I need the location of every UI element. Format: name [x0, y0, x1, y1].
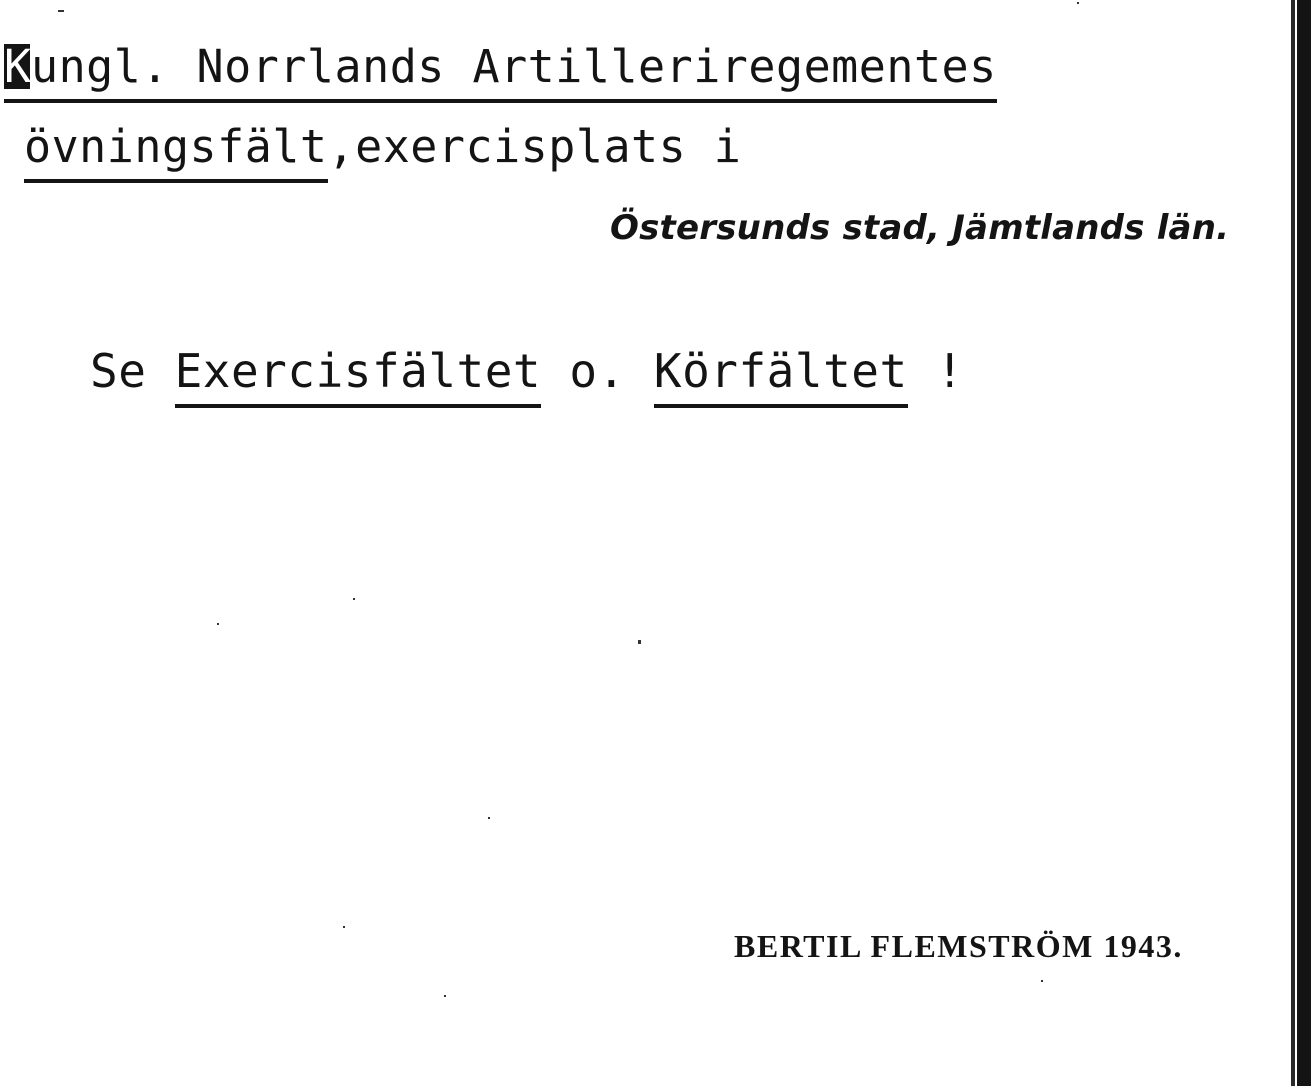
title-line1-underlined [4, 40, 997, 103]
scan-speck [488, 817, 490, 819]
author-stamp: BERTIL FLEMSTRÖM 1943. [734, 928, 1183, 964]
title-first-letter: K [4, 40, 32, 93]
title-line2-text: ,exercisplats i [327, 120, 742, 173]
card-edge-shadow [1291, 0, 1295, 1086]
card-title-line1 [4, 40, 997, 93]
reference-link-exercisfaltet: Exercisfältet [175, 344, 542, 408]
scan-speck [353, 598, 355, 600]
reference-prefix: Se [90, 344, 175, 398]
scan-speck [444, 995, 446, 997]
scan-speck [217, 623, 219, 625]
cross-reference [90, 344, 965, 398]
reference-middle: o. [541, 344, 654, 398]
scan-speck [1077, 2, 1079, 4]
location-stamp: Östersunds stad, Jämtlands län. [610, 208, 1230, 248]
title-line1-text: ungl. Norrlands Artilleriregementes [31, 40, 997, 93]
scan-speck [58, 10, 64, 12]
reference-suffix: ! [907, 344, 965, 398]
scan-speck [1041, 980, 1043, 982]
scan-speck [638, 640, 641, 644]
scan-speck [343, 926, 345, 928]
card-edge [1297, 0, 1311, 1086]
card-title-line2 [24, 120, 742, 173]
reference-link-korfaltet: Körfältet [654, 344, 908, 408]
title-line2-underlined: övningsfält [24, 120, 328, 183]
